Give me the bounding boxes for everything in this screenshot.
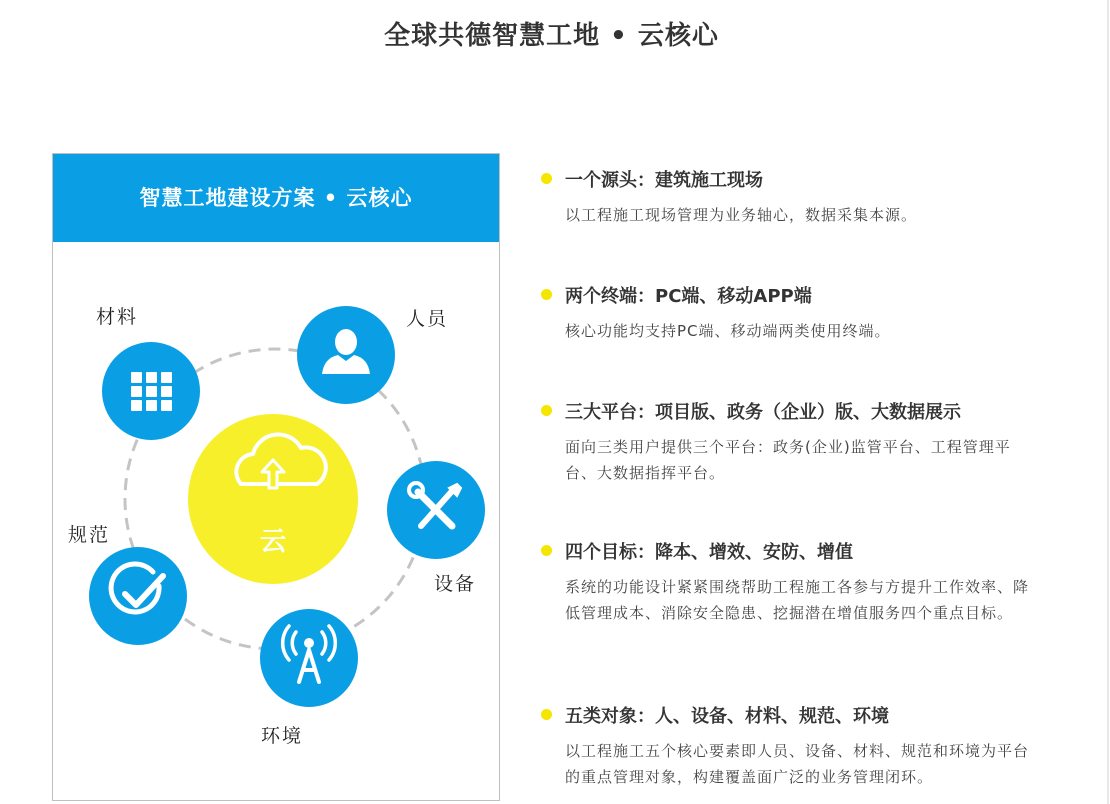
feature-desc: 以工程施工五个核心要素即人员、设备、材料、规范和环境为平台的重点管理对象，构建覆盖面广泛的业务管理闭环。 [565, 742, 1030, 786]
feature-title: 两个终端：PC端、移动APP端 [565, 286, 812, 307]
feature-item [538, 702, 1058, 790]
node-label-standards: 规范 [68, 524, 111, 546]
feature-item [538, 166, 1058, 228]
feature-title: 四个目标：降本、增效、安防、增值 [565, 542, 853, 563]
feature-desc: 核心功能均支持PC端、移动端两类使用终端。 [565, 322, 891, 340]
node-label-equipment: 设备 [434, 573, 477, 595]
feature-item [538, 282, 1058, 344]
node-label-environment: 环境 [261, 725, 304, 747]
node-environment[interactable] [260, 609, 358, 707]
node-equipment[interactable] [387, 461, 485, 559]
bullet-dot [541, 545, 552, 556]
node-label-materials: 材料 [96, 306, 139, 328]
feature-item [538, 398, 1058, 486]
feature-title: 一个源头：建筑施工现场 [565, 170, 763, 191]
feature-desc: 面向三类用户提供三个平台：政务(企业)监管平台、工程管理平台、大数据指挥平台。 [565, 438, 1011, 482]
node-personnel[interactable] [297, 306, 395, 404]
page-title: 全球共德智慧工地 • 云核心 [384, 21, 719, 51]
feature-desc: 以工程施工现场管理为业务轴心，数据采集本源。 [565, 206, 918, 224]
feature-item [538, 538, 1058, 626]
bullet-dot [541, 405, 552, 416]
solution-card [52, 153, 500, 801]
bullet-dot [541, 289, 552, 300]
center-label: 云 [259, 527, 287, 557]
node-label-personnel: 人员 [406, 308, 449, 330]
feature-title: 五类对象：人、设备、材料、规范、环境 [565, 706, 889, 727]
grid-icon [131, 372, 172, 411]
core-diagram [53, 154, 500, 801]
feature-title: 三大平台：项目版、政务（企业）版、大数据展示 [565, 402, 961, 423]
bullet-dot [541, 173, 552, 184]
feature-desc: 系统的功能设计紧紧围绕帮助工程施工各参与方提升工作效率、降低管理成本、消除安全隐患、挖掘潜在增值服务四个重点目标。 [565, 578, 1030, 622]
bullet-dot [541, 709, 552, 720]
card-header: 智慧工地建设方案 • 云核心 [53, 154, 499, 242]
node-materials[interactable] [102, 342, 200, 440]
center-cloud-node [188, 414, 358, 584]
node-standards[interactable] [89, 547, 187, 645]
right-edge-divider [1107, 0, 1109, 804]
